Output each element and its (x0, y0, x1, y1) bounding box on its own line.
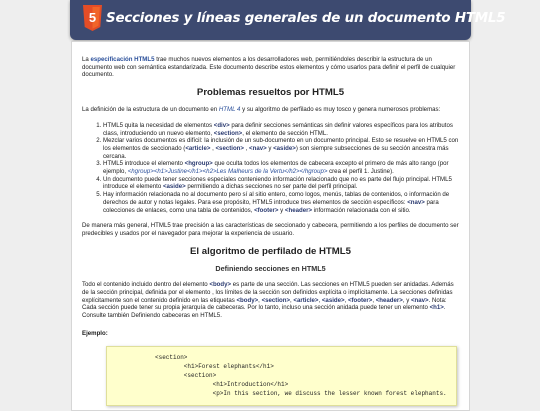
code-line: <h1>Introduction</h1> (155, 381, 289, 389)
code-line: <section> (155, 353, 188, 361)
nav-tag-link[interactable]: <nav> (249, 144, 267, 152)
code-line: <h1>Forest elephants</h1> (155, 362, 274, 370)
list-item: 4. Un documento puede tener secciones especiales conteniendo información relacionado que no es parte del flujo principal. HTML5 introduce el elemento <aside> permitiendo a dichas secciones no ser parte del perfil principal. (103, 176, 459, 191)
closing-paragraph: De manera más general, HTML5 trae precisión a las características de seccionado y cabecera, permitiendo a los perfiles de documento ser predecibles y usados por el navegador para mejorar la experiencia de usuario. (82, 222, 459, 237)
hgroup-example-code: <hgroup><h1>Justine</h1><h2>Les Malheurs de la Vertu</h2></hgroup> (127, 168, 328, 176)
aside-tag-link[interactable]: <aside> (162, 183, 186, 191)
aside-tag-link[interactable]: <aside> (321, 296, 345, 304)
example-label: Ejemplo: (82, 329, 108, 337)
code-example-block (106, 346, 457, 406)
header-tag-link[interactable]: <header> (284, 206, 313, 214)
article-tag-link[interactable]: <article> (293, 296, 319, 304)
code-line: <p>In this section, we discuss the lesser known forest elephants. (155, 390, 447, 398)
article-tag-link[interactable]: <article> (185, 144, 211, 152)
nav-tag-link[interactable]: <nav> (411, 296, 429, 304)
page-title: Secciones y líneas generales de un documento HTML5 (106, 11, 506, 26)
footer-tag-link[interactable]: <footer> (347, 296, 373, 304)
problems-list (82, 122, 459, 214)
article-content (71, 41, 470, 411)
list-item: 1. HTML5 quita la necesidad de elementos <div> para definir secciones semánticas sin definir valores específicos para los atributos class, introduciendo un nuevo elemento, <section>, el elemento de sección HTML. (103, 122, 459, 137)
body-tag-link[interactable]: <body> (236, 296, 259, 304)
logo-number: 5 (88, 10, 97, 25)
nav-tag-link[interactable]: <nav> (407, 198, 425, 206)
section-tag-link[interactable]: <section> (261, 296, 291, 304)
html5-logo-icon (83, 5, 102, 31)
intro-text-end: trae muchos nuevos elementos a los desarrolladores web, permitiéndoles describir la estructura de un documento web con semántica estandarizada. Este documento describe estos elementos y cómo usarlos para definir el perfil de cualquier documento. (82, 56, 456, 79)
hgroup-tag-link[interactable]: <hgroup> (184, 160, 213, 168)
div-tag-link[interactable]: <div> (213, 121, 230, 129)
section-tag-link[interactable]: <section> (215, 144, 244, 152)
list-item: 3. HTML5 introduce el elemento <hgroup> que oculta todos los elementos de cabecera excepto el primero de más alto rango (por ejemplo, <hgroup><h1>Justine</h1><h2>Les Malheurs de la Vertu</h2></hgroup> crea el perfil 1. Justine). (103, 160, 459, 175)
problems-text-start: La definición de la estructura de un documento en (82, 106, 219, 114)
section-tag-link[interactable]: <section> (213, 129, 243, 137)
section-heading-algorithm: El algoritmo de perfilado de HTML5 (190, 245, 351, 257)
section-heading-problems: Problemas resueltos por HTML5 (196, 87, 345, 99)
intro-paragraph (82, 56, 459, 79)
problems-paragraph (82, 106, 459, 114)
code-line: <section> (155, 371, 217, 379)
list-item: 2. Mezclar varios documentos es difícil: la inclusión de un sub-documento en un documento principal. Esto se resuelve en HTML5 con los elementos de seccionado (<article> , <section> , <nav> y <aside>) son siempre subsecciones de su sección ancestra más cercana. (103, 137, 459, 160)
problems-text-end: y su algoritmo de perfilado es muy tosco y genera numerosos problemas: (240, 106, 441, 114)
body-tag-link[interactable]: <body> (209, 281, 232, 289)
intro-text-start: La (82, 56, 91, 63)
aside-tag-link[interactable]: <aside> (273, 144, 296, 152)
list-item: 5. Hay información relacionada no al documento pero sí al sitio entero, como logos, menús, tablas de contenidos, o información de derechos de autor y notas legales. Para ese propósito, HTML5 introduce tres elementos de sección específicos: <nav> para colecciones de enlaces, como una tabla de contenidos, <footer> y <header> información relacionada con el sitio. (103, 191, 459, 214)
html4-link[interactable]: HTML 4 (218, 106, 241, 114)
subheading-defining-sections: Definiendo secciones en HTML5 (215, 263, 326, 273)
header-tag-link[interactable]: <header> (375, 296, 403, 304)
footer-tag-link[interactable]: <footer> (254, 206, 279, 214)
sections-paragraph: Todo el contenido incluido dentro del elemento <body> es parte de una sección. Las secciones en HTML5 pueden ser anidadas. Además de la sección principal, definida por el elemento , los límites de la sección son definidos explícita o implícitamente. La secciones definidas explícitamente son el contenido definido en las etiquetas <body>, <section>, <article>, <aside>, <footer>, <header>, y <nav>. Nota: Cada sección puede tener su propia jerarquía de cabeceras. Por lo tanto, incluso una sección anidada puede tener un elemento <h1>. Consulte también Definiendo cabeceras en HTML5. (82, 281, 454, 320)
header-banner (70, 0, 506, 40)
h1-tag-link[interactable]: <h1> (429, 304, 444, 312)
spec-link[interactable]: especificación HTML5 (90, 56, 155, 63)
